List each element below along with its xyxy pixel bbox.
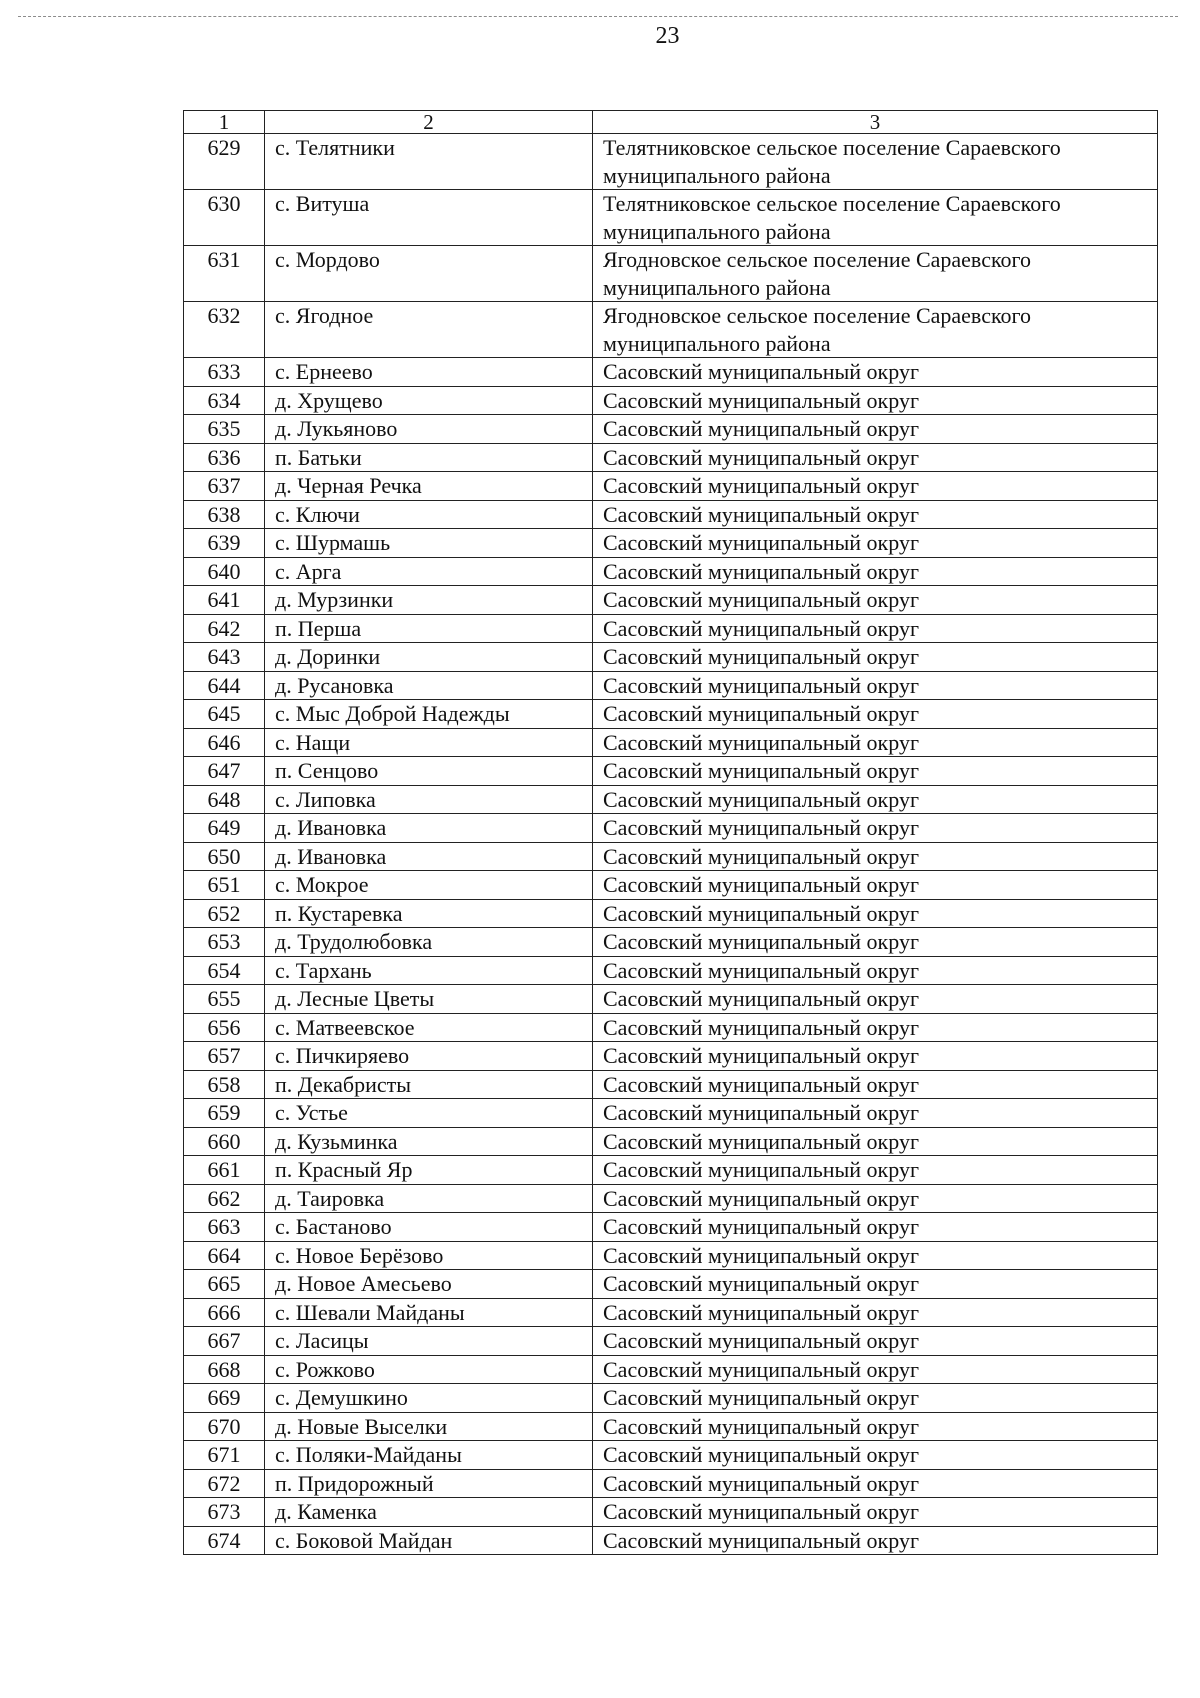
row-number-cell: 669 — [184, 1384, 265, 1413]
settlement-name-cell: с. Бастаново — [265, 1213, 593, 1242]
municipality-cell: Сасовский муниципальный округ — [593, 1241, 1158, 1270]
page-number: 23 — [655, 23, 680, 49]
settlement-name-cell: с. Ласицы — [265, 1327, 593, 1356]
row-number-cell: 653 — [184, 928, 265, 957]
row-number-cell: 640 — [184, 557, 265, 586]
row-number-cell: 673 — [184, 1498, 265, 1527]
row-number-cell: 662 — [184, 1184, 265, 1213]
table-row — [184, 671, 1158, 700]
table-row — [184, 134, 1158, 190]
settlement-name-cell: д. Трудолюбовка — [265, 928, 593, 957]
municipality-cell: Сасовский муниципальный округ — [593, 928, 1158, 957]
settlement-name-cell: с. Телятники — [265, 134, 593, 190]
municipality-cell: Сасовский муниципальный округ — [593, 1213, 1158, 1242]
row-number-cell: 666 — [184, 1298, 265, 1327]
table-row — [184, 1355, 1158, 1384]
table-row — [184, 190, 1158, 246]
settlement-name-cell: д. Мурзинки — [265, 586, 593, 615]
municipality-cell: Сасовский муниципальный округ — [593, 1384, 1158, 1413]
municipality-cell: Сасовский муниципальный округ — [593, 643, 1158, 672]
municipality-cell: Сасовский муниципальный округ — [593, 785, 1158, 814]
municipality-cell: Сасовский муниципальный округ — [593, 557, 1158, 586]
settlement-name-cell: д. Ивановка — [265, 842, 593, 871]
municipality-cell: Сасовский муниципальный округ — [593, 1184, 1158, 1213]
municipality-cell: Сасовский муниципальный округ — [593, 443, 1158, 472]
municipality-cell: Сасовский муниципальный округ — [593, 1327, 1158, 1356]
municipality-cell: Телятниковское сельское поселение Сараевского муниципального района — [593, 190, 1158, 246]
row-number-cell: 648 — [184, 785, 265, 814]
table-row — [184, 1327, 1158, 1356]
settlement-name-cell: д. Лукьяново — [265, 415, 593, 444]
municipality-cell: Сасовский муниципальный округ — [593, 472, 1158, 501]
municipality-cell: Сасовский муниципальный округ — [593, 415, 1158, 444]
row-number-cell: 647 — [184, 757, 265, 786]
row-number-cell: 652 — [184, 899, 265, 928]
table-row — [184, 728, 1158, 757]
row-number-cell: 660 — [184, 1127, 265, 1156]
municipality-cell: Сасовский муниципальный округ — [593, 1298, 1158, 1327]
municipality-cell: Сасовский муниципальный округ — [593, 956, 1158, 985]
municipality-cell: Сасовский муниципальный округ — [593, 500, 1158, 529]
municipality-cell: Сасовский муниципальный округ — [593, 700, 1158, 729]
municipality-cell: Сасовский муниципальный округ — [593, 586, 1158, 615]
table-row — [184, 1213, 1158, 1242]
row-number-cell: 667 — [184, 1327, 265, 1356]
settlement-name-cell: д. Лесные Цветы — [265, 985, 593, 1014]
settlement-name-cell: п. Батьки — [265, 443, 593, 472]
table-row — [184, 643, 1158, 672]
table-row — [184, 1013, 1158, 1042]
settlement-name-cell: с. Шурмашь — [265, 529, 593, 558]
table-row — [184, 1412, 1158, 1441]
settlement-name-cell: д. Доринки — [265, 643, 593, 672]
row-number-cell: 661 — [184, 1156, 265, 1185]
municipality-cell: Сасовский муниципальный округ — [593, 529, 1158, 558]
table-row — [184, 246, 1158, 302]
row-number-cell: 668 — [184, 1355, 265, 1384]
row-number-cell: 649 — [184, 814, 265, 843]
municipality-cell: Сасовский муниципальный округ — [593, 985, 1158, 1014]
settlement-name-cell: с. Тархань — [265, 956, 593, 985]
settlement-name-cell: п. Придорожный — [265, 1469, 593, 1498]
settlement-name-cell: д. Таировка — [265, 1184, 593, 1213]
table-row — [184, 1498, 1158, 1527]
municipality-cell: Сасовский муниципальный округ — [593, 1156, 1158, 1185]
settlement-name-cell: с. Мокрое — [265, 871, 593, 900]
municipality-cell: Сасовский муниципальный округ — [593, 757, 1158, 786]
row-number-cell: 642 — [184, 614, 265, 643]
table-row — [184, 1526, 1158, 1555]
settlement-name-cell: п. Декабристы — [265, 1070, 593, 1099]
settlement-name-cell: д. Каменка — [265, 1498, 593, 1527]
row-number-cell: 650 — [184, 842, 265, 871]
row-number-cell: 632 — [184, 302, 265, 358]
settlement-name-cell: п. Перша — [265, 614, 593, 643]
column-header-municipality: 3 — [593, 111, 1158, 134]
settlement-name-cell: с. Арга — [265, 557, 593, 586]
municipality-cell: Сасовский муниципальный округ — [593, 1469, 1158, 1498]
settlement-name-cell: с. Боковой Майдан — [265, 1526, 593, 1555]
table-row — [184, 443, 1158, 472]
settlement-name-cell: с. Ернеево — [265, 358, 593, 387]
row-number-cell: 664 — [184, 1241, 265, 1270]
table-row — [184, 1099, 1158, 1128]
municipality-cell: Сасовский муниципальный округ — [593, 1070, 1158, 1099]
municipality-cell: Сасовский муниципальный округ — [593, 671, 1158, 700]
municipality-cell: Сасовский муниципальный округ — [593, 1498, 1158, 1527]
settlement-name-cell: с. Нащи — [265, 728, 593, 757]
municipality-cell: Сасовский муниципальный округ — [593, 1042, 1158, 1071]
row-number-cell: 643 — [184, 643, 265, 672]
table-row — [184, 1270, 1158, 1299]
settlement-name-cell: с. Витуша — [265, 190, 593, 246]
table-row — [184, 871, 1158, 900]
row-number-cell: 630 — [184, 190, 265, 246]
municipality-cell: Сасовский муниципальный округ — [593, 1013, 1158, 1042]
settlement-name-cell: с. Рожково — [265, 1355, 593, 1384]
municipality-cell: Сасовский муниципальный округ — [593, 1526, 1158, 1555]
municipality-cell: Ягодновское сельское поселение Сараевского муниципального района — [593, 302, 1158, 358]
row-number-cell: 651 — [184, 871, 265, 900]
row-number-cell: 634 — [184, 386, 265, 415]
row-number-cell: 636 — [184, 443, 265, 472]
municipality-cell: Сасовский муниципальный округ — [593, 899, 1158, 928]
municipality-cell: Сасовский муниципальный округ — [593, 1355, 1158, 1384]
row-number-cell: 638 — [184, 500, 265, 529]
municipality-cell: Сасовский муниципальный округ — [593, 1127, 1158, 1156]
municipality-cell: Сасовский муниципальный округ — [593, 814, 1158, 843]
row-number-cell: 639 — [184, 529, 265, 558]
table-row — [184, 899, 1158, 928]
table-row — [184, 1042, 1158, 1071]
row-number-cell: 658 — [184, 1070, 265, 1099]
table-row — [184, 614, 1158, 643]
row-number-cell: 641 — [184, 586, 265, 615]
table-row — [184, 956, 1158, 985]
table-row — [184, 1298, 1158, 1327]
settlement-name-cell: с. Шевали Майданы — [265, 1298, 593, 1327]
settlement-name-cell: с. Демушкино — [265, 1384, 593, 1413]
municipality-cell: Сасовский муниципальный округ — [593, 1270, 1158, 1299]
table-row — [184, 1469, 1158, 1498]
table-row — [184, 415, 1158, 444]
settlement-name-cell: с. Новое Берёзово — [265, 1241, 593, 1270]
municipality-cell: Сасовский муниципальный округ — [593, 1441, 1158, 1470]
settlement-name-cell: д. Новые Выселки — [265, 1412, 593, 1441]
table-body — [184, 111, 1158, 1555]
row-number-cell: 635 — [184, 415, 265, 444]
table-row — [184, 1441, 1158, 1470]
row-number-cell: 665 — [184, 1270, 265, 1299]
table-row — [184, 785, 1158, 814]
settlement-name-cell: д. Хрущево — [265, 386, 593, 415]
column-header-number: 1 — [184, 111, 265, 134]
municipality-cell: Сасовский муниципальный округ — [593, 842, 1158, 871]
settlement-name-cell: п. Сенцово — [265, 757, 593, 786]
settlement-name-cell: с. Пичкиряево — [265, 1042, 593, 1071]
settlement-name-cell: д. Ивановка — [265, 814, 593, 843]
row-number-cell: 631 — [184, 246, 265, 302]
settlement-name-cell: п. Красный Яр — [265, 1156, 593, 1185]
row-number-cell: 629 — [184, 134, 265, 190]
table-row — [184, 386, 1158, 415]
table-row — [184, 302, 1158, 358]
municipality-cell: Сасовский муниципальный округ — [593, 871, 1158, 900]
table-row — [184, 586, 1158, 615]
row-number-cell: 654 — [184, 956, 265, 985]
row-number-cell: 645 — [184, 700, 265, 729]
settlement-name-cell: д. Черная Речка — [265, 472, 593, 501]
table-row — [184, 1127, 1158, 1156]
row-number-cell: 670 — [184, 1412, 265, 1441]
settlement-name-cell: п. Кустаревка — [265, 899, 593, 928]
table-row — [184, 1156, 1158, 1185]
row-number-cell: 646 — [184, 728, 265, 757]
settlement-name-cell: с. Липовка — [265, 785, 593, 814]
settlement-name-cell: с. Мордово — [265, 246, 593, 302]
settlement-name-cell: с. Матвеевское — [265, 1013, 593, 1042]
municipality-cell: Сасовский муниципальный округ — [593, 386, 1158, 415]
row-number-cell: 659 — [184, 1099, 265, 1128]
table-row — [184, 358, 1158, 387]
table-row — [184, 1070, 1158, 1099]
row-number-cell: 633 — [184, 358, 265, 387]
table-row — [184, 529, 1158, 558]
municipality-cell: Сасовский муниципальный округ — [593, 728, 1158, 757]
column-header-settlement: 2 — [265, 111, 593, 134]
settlement-name-cell: с. Поляки-Майданы — [265, 1441, 593, 1470]
municipality-cell: Сасовский муниципальный округ — [593, 1412, 1158, 1441]
settlement-name-cell: с. Ягодное — [265, 302, 593, 358]
table-row — [184, 1184, 1158, 1213]
table-row — [184, 500, 1158, 529]
row-number-cell: 655 — [184, 985, 265, 1014]
row-number-cell: 671 — [184, 1441, 265, 1470]
municipality-cell: Сасовский муниципальный округ — [593, 614, 1158, 643]
row-number-cell: 644 — [184, 671, 265, 700]
row-number-cell: 657 — [184, 1042, 265, 1071]
row-number-cell: 656 — [184, 1013, 265, 1042]
municipality-cell: Ягодновское сельское поселение Сараевского муниципального района — [593, 246, 1158, 302]
municipality-cell: Сасовский муниципальный округ — [593, 1099, 1158, 1128]
settlement-name-cell: с. Ключи — [265, 500, 593, 529]
table-row — [184, 1241, 1158, 1270]
settlement-name-cell: д. Новое Амесьево — [265, 1270, 593, 1299]
table-row — [184, 1384, 1158, 1413]
scan-top-border — [18, 16, 1178, 17]
table-row — [184, 928, 1158, 957]
settlement-name-cell: д. Кузьминка — [265, 1127, 593, 1156]
settlement-name-cell: д. Русановка — [265, 671, 593, 700]
row-number-cell: 672 — [184, 1469, 265, 1498]
settlement-name-cell: с. Устье — [265, 1099, 593, 1128]
table-row — [184, 472, 1158, 501]
table-row — [184, 814, 1158, 843]
table-row — [184, 700, 1158, 729]
table-row — [184, 757, 1158, 786]
settlement-name-cell: с. Мыс Доброй Надежды — [265, 700, 593, 729]
table-header-row — [184, 111, 1158, 134]
settlements-table — [183, 110, 1158, 1555]
table-row — [184, 985, 1158, 1014]
table-row — [184, 557, 1158, 586]
row-number-cell: 674 — [184, 1526, 265, 1555]
row-number-cell: 663 — [184, 1213, 265, 1242]
municipality-cell: Телятниковское сельское поселение Сараевского муниципального района — [593, 134, 1158, 190]
table-row — [184, 842, 1158, 871]
municipality-cell: Сасовский муниципальный округ — [593, 358, 1158, 387]
row-number-cell: 637 — [184, 472, 265, 501]
